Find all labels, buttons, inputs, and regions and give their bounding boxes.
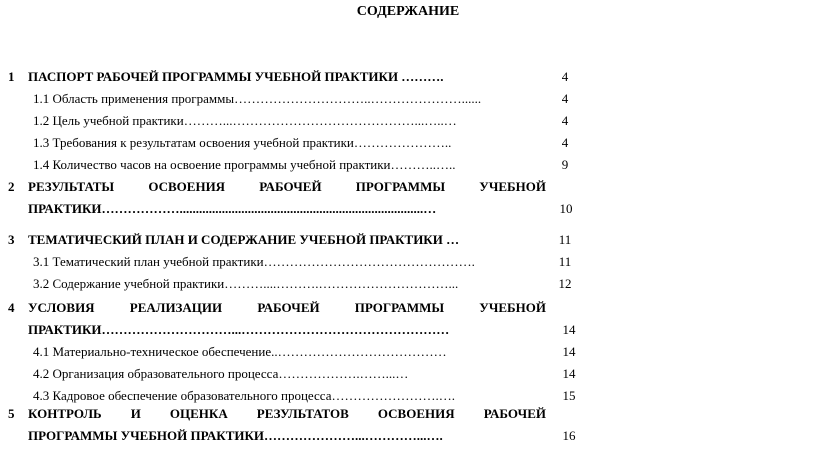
toc-section-3 [0, 229, 816, 295]
toc-item-text: 3.1 Тематический план учебной практики…………………………………………. [33, 254, 475, 269]
page-number: 14 [562, 366, 576, 381]
section-heading: ТЕМАТИЧЕСКИЙ ПЛАН И СОДЕРЖАНИЕ УЧЕБНОЙ ПРАКТИКИ … [28, 232, 460, 247]
toc-section-1 [0, 66, 816, 176]
toc-item [0, 251, 816, 273]
section-number: 4 [8, 300, 15, 315]
page-number: 15 [562, 388, 576, 403]
page-number: 16 [562, 428, 576, 443]
page-number: 12 [558, 276, 572, 291]
toc-item [0, 273, 816, 295]
toc-item [0, 363, 816, 385]
page-number: 4 [561, 69, 569, 84]
section-heading-continuation: ПРАКТИКИ………………...........................................................................… [28, 201, 437, 216]
page-number: 4 [561, 91, 569, 106]
toc-item-text: 4.3 Кадровое обеспечение образовательного процесса…………………….…. [33, 388, 455, 403]
page-number: 14 [562, 344, 576, 359]
toc-item-text: 3.2 Содержание учебной практики………....……….…………………………... [33, 276, 459, 291]
document-title: СОДЕРЖАНИЕ [356, 4, 460, 19]
toc-item [0, 154, 816, 176]
toc-item-text: 4.1 Материально-техническое обеспечение..………………………………… [33, 344, 447, 359]
toc-section-2 [0, 176, 816, 220]
toc-item-text: 4.2 Организация образовательного процесса……………….……...… [33, 366, 409, 381]
section-number: 3 [8, 232, 15, 247]
section-heading-continuation: ПРАКТИКИ…………………………...………………………………………… [28, 322, 450, 337]
section-number: 5 [8, 406, 15, 421]
page-number: 11 [558, 232, 572, 247]
section-heading: УСЛОВИЯ РЕАЛИЗАЦИИ РАБОЧЕЙ ПРОГРАММЫ УЧЕБНОЙ [28, 300, 546, 315]
page-number: 4 [561, 135, 569, 150]
toc-item [0, 88, 816, 110]
toc-section-5 [0, 403, 816, 447]
page-number: 14 [562, 322, 576, 337]
section-number: 2 [8, 179, 15, 194]
section-heading: ПАСПОРТ РАБОЧЕЙ ПРОГРАММЫ УЧЕБНОЙ ПРАКТИКИ ………. [28, 69, 444, 84]
toc-item-text: 1.3 Требования к результатам освоения учебной практики………………….. [33, 135, 452, 150]
section-heading-continuation: ПРОГРАММЫ УЧЕБНОЙ ПРАКТИКИ…………………...…………...…. [28, 428, 443, 443]
toc-section-4 [0, 297, 816, 407]
page-number: 9 [561, 157, 569, 172]
toc-item [0, 110, 816, 132]
page-number: 11 [558, 254, 572, 269]
toc-item [0, 341, 816, 363]
toc-item-text: 1.4 Количество часов на освоение программы учебной практики………..….. [33, 157, 456, 172]
section-heading: РЕЗУЛЬТАТЫ ОСВОЕНИЯ РАБОЧЕЙ ПРОГРАММЫ УЧЕБНОЙ [28, 179, 546, 194]
toc-item-text: 1.2 Цель учебной практики………...……………………………………...…..… [33, 113, 457, 128]
toc-item [0, 132, 816, 154]
toc-item-text: 1.1 Область применения программы…………………………..…………………...... [33, 91, 482, 106]
section-heading: КОНТРОЛЬ И ОЦЕНКА РЕЗУЛЬТАТОВ ОСВОЕНИЯ РАБОЧЕЙ [28, 406, 546, 421]
section-number: 1 [8, 69, 15, 84]
page-number: 4 [561, 113, 569, 128]
page-number: 10 [559, 201, 573, 216]
